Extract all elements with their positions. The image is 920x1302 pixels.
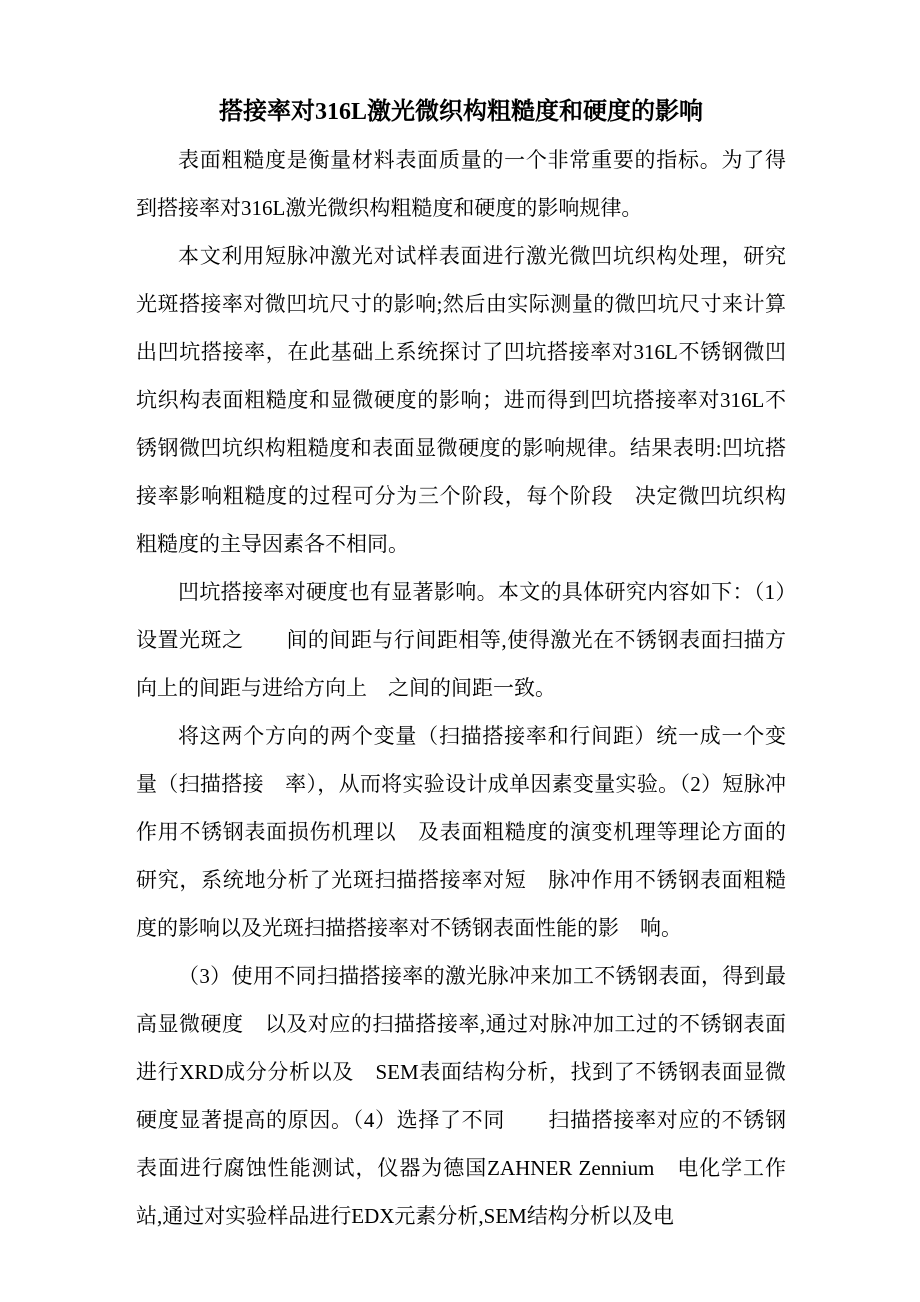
paragraph-method-overview: 本文利用短脉冲激光对试样表面进行激光微凹坑织构处理，研究光斑搭接率对微凹坑尺寸的影响;然后由实际测量的微凹坑尺寸来计算出凹坑搭接率，在此基础上系统探讨了凹坑搭接率对316L不锈钢微凹坑织构表面粗糙度和显微硬度的影响；进而得到凹坑搭接率对316L不锈钢微凹坑织构粗糙度和表面显微硬度的影响规律。结果表明:凹坑搭接率影响粗糙度的过程可分为三个阶段，每个阶段 决定微凹坑织构粗糙度的主导因素各不相同。 [136, 244, 786, 556]
paragraph-research-content-1: 凹坑搭接率对硬度也有显著影响。本文的具体研究内容如下：（1）设置光斑之 间的间距与行间距相等,使得激光在不锈钢表面扫描方向上的间距与进给方向上 之间的间距一致。 [136, 580, 786, 700]
paragraph-research-content-3: （3）使用不同扫描搭接率的激光脉冲来加工不锈钢表面，得到最高显微硬度 以及对应的扫描搭接率,通过对脉冲加工过的不锈钢表面进行XRD成分分析以及 SEM表面结构分析，找到了不锈钢表面显微硬度显著提高的原因。（4）选择了不同 扫描搭接率对应的不锈钢表面进行腐蚀性能测试，仪器为德国ZAHNER Zennium 电化学工作站,通过对实验样品进行EDX元素分析,SEM结构分析以及电 [136, 964, 786, 1228]
paragraph-research-content-2: 将这两个方向的两个变量（扫描搭接率和行间距）统一成一个变量（扫描搭接 率），从而将实验设计成单因素变量实验。（2）短脉冲作用不锈钢表面损伤机理以 及表面粗糙度的演变机理等理论方面的研究，系统地分析了光斑扫描搭接率对短 脉冲作用不锈钢表面粗糙度的影响以及光斑扫描搭接率对不锈钢表面性能的影 响。 [136, 724, 786, 940]
document-title: 搭接率对316L激光微织构粗糙度和硬度的影响 [218, 99, 703, 125]
document-content [136, 88, 786, 1240]
paragraph-abstract-intro: 表面粗糙度是衡量材料表面质量的一个非常重要的指标。为了得到搭接率对316L激光微织构粗糙度和硬度的影响规律。 [136, 148, 786, 220]
